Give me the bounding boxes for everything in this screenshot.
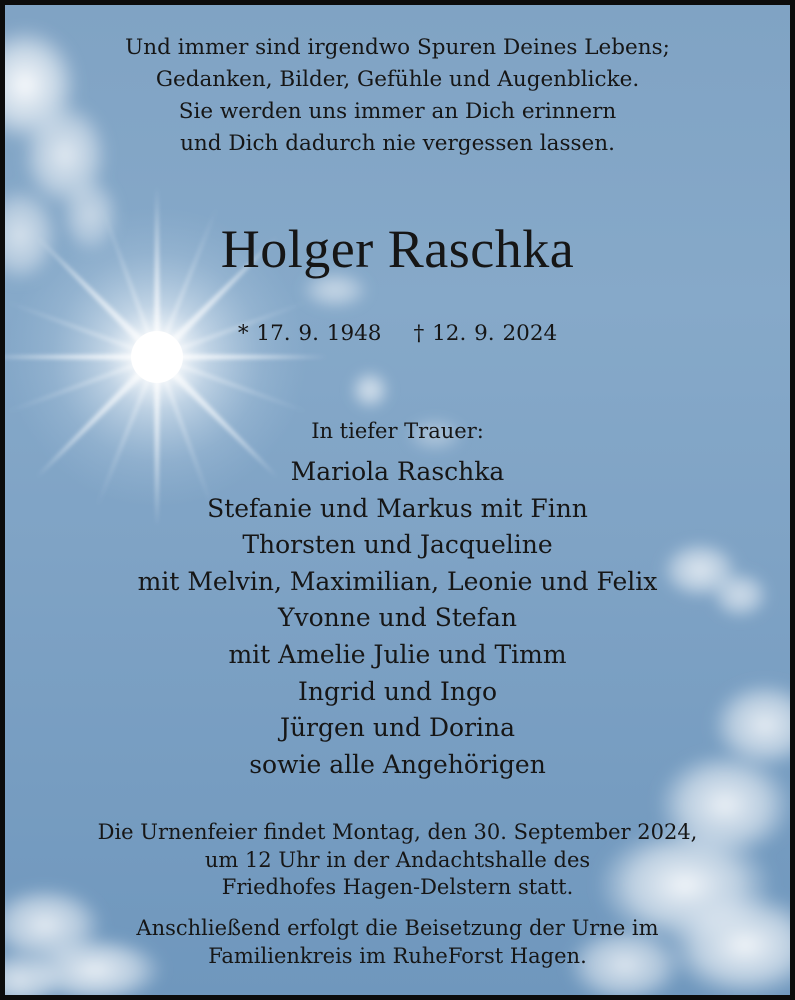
mourners-list bbox=[5, 454, 790, 783]
mourner-line: Stefanie und Markus mit Finn bbox=[207, 493, 588, 523]
life-dates bbox=[5, 318, 790, 350]
mourner-line: Thorsten und Jacqueline bbox=[242, 530, 553, 560]
mourner-line: Mariola Raschka bbox=[290, 457, 505, 486]
verse-line: Gedanken, Bilder, Gefühle und Augenblicke. bbox=[155, 67, 640, 92]
mourner-line: Ingrid und Ingo bbox=[297, 676, 498, 706]
ceremony-info bbox=[5, 819, 790, 902]
burial-line: Familienkreis im RuheForst Hagen. bbox=[208, 943, 587, 968]
birth-date: * 17. 9. 1948 bbox=[237, 321, 382, 346]
obituary-notice bbox=[5, 5, 790, 995]
burial-line: Anschließend erfolgt die Beisetzung der Urne im bbox=[136, 916, 659, 940]
mourner-line: mit Melvin, Maximilian, Leonie und Felix bbox=[137, 566, 658, 596]
ceremony-line: um 12 Uhr in der Andachtshalle des bbox=[204, 847, 591, 872]
mourner-line: Yvonne und Stefan bbox=[277, 603, 517, 633]
ceremony-line: Die Urnenfeier findet Montag, den 30. September 2024, bbox=[97, 820, 698, 844]
memorial-verse bbox=[5, 32, 790, 160]
mourner-line: sowie alle Angehörigen bbox=[249, 749, 546, 779]
ceremony-line: Friedhofes Hagen-Delstern statt. bbox=[221, 875, 574, 899]
verse-line: und Dich dadurch nie vergessen lassen. bbox=[180, 131, 615, 156]
death-date: † 12. 9. 2024 bbox=[413, 321, 558, 346]
mourning-intro: In tiefer Trauer: bbox=[311, 419, 484, 443]
deceased-name: Holger Raschka bbox=[220, 219, 575, 279]
verse-line: Sie werden uns immer an Dich erinnern bbox=[178, 99, 617, 124]
mourner-line: mit Amelie Julie und Timm bbox=[228, 639, 567, 669]
mourner-line: Jürgen und Dorina bbox=[279, 713, 516, 743]
burial-info bbox=[5, 915, 790, 970]
verse-line: Und immer sind irgendwo Spuren Deines Lebens; bbox=[125, 35, 670, 60]
